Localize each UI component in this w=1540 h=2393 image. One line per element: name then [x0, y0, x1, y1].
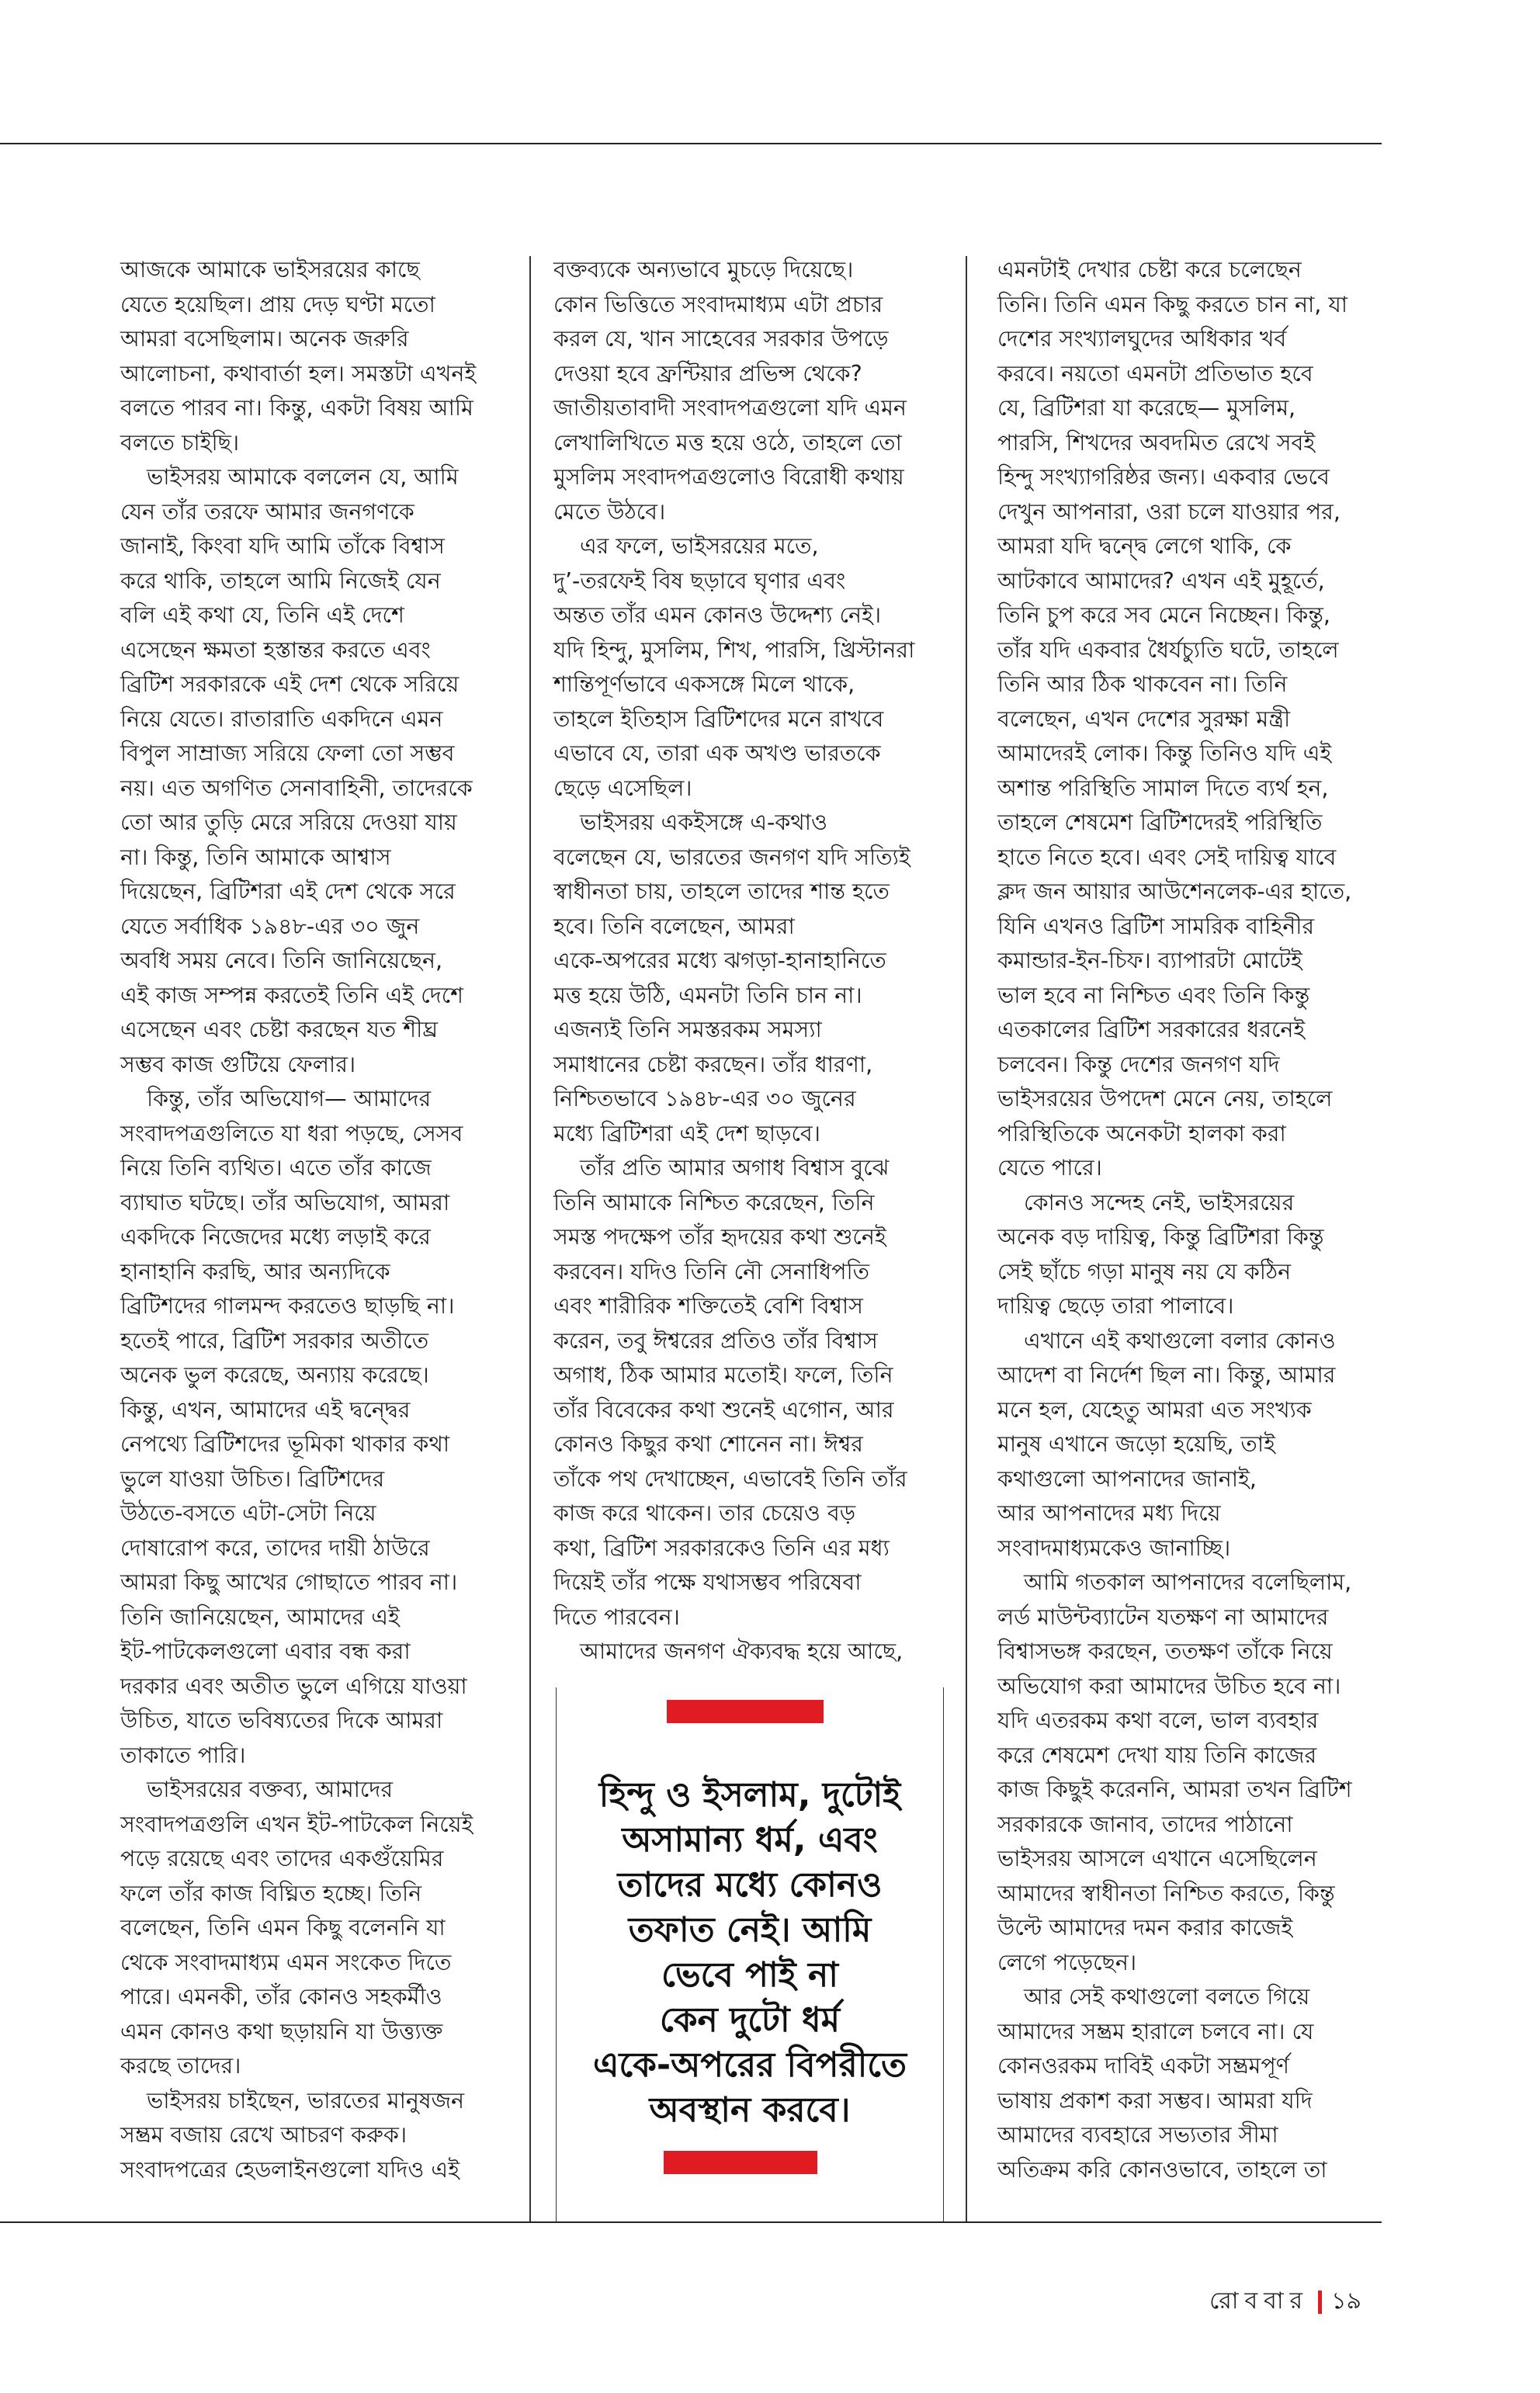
text-line: নিয়ে যেতে। রাতারাতি একদিনে এমন [120, 706, 443, 732]
text-line: সমস্ত পদক্ষেপ তাঁর হৃদয়ের কথা শুনেই [553, 1224, 886, 1250]
text-line: তো আর তুড়ি মেরে সরিয়ে দেওয়া যায় [120, 810, 457, 835]
text-line: তাঁর বিবেকের কথা শুনেই এগোন, আর [553, 1396, 894, 1423]
text-line: মেতে উঠবে। [553, 498, 666, 525]
text-line: ভাইসরয়ের বক্তব্য, আমাদের [147, 1777, 394, 1802]
text-line: দায়িত্ব ছেড়ে তারা পালাবে। [997, 1293, 1234, 1319]
text-line: বলেছেন, তিনি এমন কিছু বলেননি যা [120, 1915, 446, 1940]
pull-quote-line: তফাত নেই। আমি [628, 1910, 872, 1950]
text-line: এজন্যই তিনি সমস্তরকম সমস্যা [553, 1017, 822, 1042]
text-line: আমরা যদি দ্বন্দ্বে লেগে থাকি, কে [997, 533, 1292, 559]
text-line: অতিক্রম করি কোনওভাবে, তাহলে তা [997, 2156, 1327, 2183]
text-line: আর সেই কথাগুলো বলতে গিয়ে [1024, 1984, 1310, 2010]
text-line: স্বাধীনতা চায়, তাহলে তাদের শান্ত হতে [553, 879, 890, 904]
text-line: আটকাবে আমাদের? এখন এই মুহূর্তে, [997, 567, 1325, 594]
text-line: কথা, ব্রিটিশ সরকারকেও তিনি এর মধ্য [553, 1535, 890, 1561]
text-line: অনেক ভুল করেছে, অন্যায় করেছে। [120, 1362, 429, 1388]
text-line: ভাইসরয় আসলে এখানে এসেছিলেন [997, 1846, 1317, 1871]
text-line: বলতে পারব না। কিন্তু, একটা বিষয় আমি [120, 395, 473, 421]
text-line: থেকে সংবাদমাধ্যম এমন সংকেত দিতে [120, 1949, 452, 1975]
text-line: শান্তিপূর্ণভাবে একসঙ্গে মিলে থাকে, [553, 671, 855, 697]
magazine-name: রোববার [1209, 2287, 1309, 2315]
text-line: আমাদেরই লোক। কিন্তু তিনিও যদি এই [997, 740, 1332, 766]
text-line: পারসি, শিখদের অবদমিত রেখে সবই [997, 429, 1316, 456]
text-line: যেতে পারে। [997, 1155, 1102, 1181]
text-line: হানাহানি করছি, আর অন্যদিকে [120, 1258, 390, 1285]
text-line: তিনি। তিনি এমন কিছু করতে চান না, যা [997, 291, 1348, 317]
text-line: চলবেন। কিন্তু দেশের জনগণ যদি [997, 1051, 1280, 1077]
text-line: কোনও কিছুর কথা শোনেন না। ঈশ্বর [553, 1431, 863, 1457]
text-line: ব্রিটিশ সরকারকে এই দেশ থেকে সরিয়ে [120, 671, 460, 697]
text-line: ভাল হবে না নিশ্চিত এবং তিনি কিন্তু [997, 982, 1310, 1008]
text-line: মত্ত হয়ে উঠি, এমনটা তিনি চান না। [553, 982, 862, 1008]
text-line: ব্যাঘাত ঘটছে। তাঁর অভিযোগ, আমরা [120, 1189, 450, 1216]
text-line: যিনি এখনও ব্রিটিশ সামরিক বাহিনীর [997, 913, 1315, 939]
text-line: আজকে আমাকে ভাইসরয়ের কাছে [120, 257, 420, 283]
text-line: পারে। এমনকী, তাঁর কোনও সহকর্মীও [120, 1984, 442, 2010]
page-footer [1209, 2282, 1361, 2322]
text-line: আর আপনাদের মধ্য দিয়ে [997, 1500, 1221, 1526]
pull-quote-line: অবস্থান করবে। [649, 2090, 851, 2130]
text-line: কোন ভিত্তিতে সংবাদমাধ্যম এটা প্রচার [553, 291, 883, 317]
text-line: তাকাতে পারি। [120, 1742, 246, 1768]
text-line: অগাধ, ঠিক আমার মতোই। ফলে, তিনি [553, 1362, 893, 1388]
text-line: সমাধানের চেষ্টা করছেন। তাঁর ধারণা, [553, 1051, 873, 1077]
text-line: অন্তত তাঁর এমন কোনও উদ্দেশ্য নেই। [553, 602, 882, 628]
text-line: ভুলে যাওয়া উচিত। ব্রিটিশদের [120, 1465, 385, 1492]
text-line: কিন্তু, এখন, আমাদের এই দ্বন্দ্বের [120, 1396, 411, 1423]
text-line: যেতে সর্বাধিক ১৯৪৮-এর ৩০ জুন [120, 913, 420, 939]
text-line: দেখুন আপনারা, ওরা চলে যাওয়ার পর, [997, 498, 1341, 525]
pull-quote-line: ভেবে পাই না [661, 1955, 838, 1995]
text-line: লর্ড মাউন্টব্যাটেন যতক্ষণ না আমাদের [997, 1604, 1329, 1630]
text-line: দু’-তরফেই বিষ ছড়াবে ঘৃণার এবং [553, 567, 846, 594]
text-line: লেগে পড়েছেন। [997, 1949, 1137, 1975]
text-line: পরিস্থিতিকে অনেকটা হালকা করা [997, 1120, 1286, 1146]
text-line: মুসলিম সংবাদপত্রগুলোও বিরোধী কথায় [553, 464, 904, 490]
text-line: কোনও সন্দেহ নেই, ভাইসরয়ের [1024, 1189, 1295, 1216]
footer-separator [1318, 2291, 1322, 2314]
text-line: হিন্দু সংখ্যাগরিষ্ঠর জন্য। একবার ভেবে [997, 464, 1330, 490]
text-line: তিনি আমাকে নিশ্চিত করেছেন, তিনি [553, 1189, 875, 1216]
text-line: দেশের সংখ্যালঘুদের অধিকার খর্ব [997, 326, 1287, 352]
text-line: কমান্ডার-ইন-চিফ। ব্যাপারটা মোটেই [997, 948, 1302, 973]
text-line: এমন কোনও কথা ছড়ায়নি যা উত্ত্যক্ত [120, 2018, 443, 2044]
text-line: কাজ কিছুই করেননি, আমরা তখন ব্রিটিশ [997, 1777, 1352, 1802]
text-line: সম্ভ্রম বজায় রেখে আচরণ করুক। [120, 2122, 408, 2148]
text-line: কথাগুলো আপনাদের জানাই, [997, 1465, 1257, 1492]
text-line: কাজ করে থাকেন। তার চেয়েও বড় [553, 1500, 856, 1526]
text-line: করছে তাদের। [120, 2053, 241, 2079]
text-line: বলতে চাইছি। [120, 429, 240, 456]
text-line: অনেক বড় দায়িত্ব, কিন্তু ব্রিটিশরা কিন্তু [997, 1224, 1324, 1250]
pull-quote-line: অসামান্য ধর্ম, এবং [622, 1820, 878, 1860]
text-line: বলেছেন যে, ভারতের জনগণ যদি সত্যিই [553, 844, 910, 870]
text-line: বক্তব্যকে অন্যভাবে মুচড়ে দিয়েছে। [553, 257, 854, 283]
text-line: ছেড়ে এসেছিল। [553, 775, 692, 801]
text-line: করে শেষমেশ দেখা যায় তিনি কাজের [997, 1742, 1317, 1768]
text-line: নিশ্চিতভাবে ১৯৪৮-এর ৩০ জুনের [553, 1086, 856, 1112]
text-line: যেতে হয়েছিল। প্রায় দেড় ঘণ্টা মতো [120, 291, 435, 317]
text-line: তাঁকে পথ দেখাচ্ছেন, এভাবেই তিনি তাঁর [553, 1465, 907, 1492]
text-line: এই কাজ সম্পন্ন করতেই তিনি এই দেশে [120, 982, 464, 1008]
text-line: নেপথ্যে ব্রিটিশদের ভূমিকা থাকার কথা [120, 1431, 450, 1457]
text-line: দিতে পারবেন। [553, 1604, 680, 1630]
text-line: আমাদের ব্যবহারে সভ্যতার সীমা [997, 2122, 1278, 2148]
text-line: নিয়ে তিনি ব্যথিত। এতে তাঁর কাজে [120, 1155, 432, 1181]
text-line: বিপুল সাম্রাজ্য সরিয়ে ফেলা তো সম্ভব [120, 740, 455, 766]
text-line: সংবাদপত্রগুলি এখন ইট-পাটকেল নিয়েই [120, 1811, 473, 1837]
text-line: একে-অপরের মধ্যে ঝগড়া-হানাহানিতে [553, 948, 886, 973]
text-line: হতেই পারে, ব্রিটিশ সরকার অতীতে [120, 1327, 429, 1354]
text-line: বলি এই কথা যে, তিনি এই দেশে [120, 602, 404, 628]
text-line: করবে। নয়তো এমনটা প্রতিভাত হবে [997, 360, 1313, 387]
bottom-rule [0, 2221, 1382, 2223]
article-column-2 [553, 253, 945, 1670]
text-line: একদিকে নিজেদের মধ্যে লড়াই করে [120, 1224, 431, 1250]
text-line: আমি গতকাল আপনাদের বলেছিলাম, [1024, 1569, 1352, 1595]
text-line: করে থাকি, তাহলে আমি নিজেই যেন [120, 567, 441, 594]
text-line: সংবাদমাধ্যমকেও জানাচ্ছি। [997, 1535, 1231, 1561]
top-rule [0, 143, 1382, 144]
text-line: এখানে এই কথাগুলো বলার কোনও [1024, 1327, 1336, 1354]
text-line: মানুষ এখানে জড়ো হয়েছি, তাই [997, 1431, 1275, 1457]
text-line: করেন, তবু ঈশ্বরের প্রতিও তাঁর বিশ্বাস [553, 1327, 878, 1354]
text-line: দিয়েছেন, ব্রিটিশরা এই দেশ থেকে সরে [120, 879, 456, 904]
pull-quote-line: কেন দুটো ধর্ম [659, 2000, 841, 2040]
text-line: যদি হিন্দু, মুসলিম, শিখ, পারসি, খ্রিস্টানরা [553, 636, 915, 663]
pull-quote-line: তাদের মধ্যে কোনও [617, 1865, 883, 1905]
text-line: অভিযোগ করা আমাদের উচিত হবে না। [997, 1673, 1341, 1699]
column-divider [966, 256, 967, 2221]
text-line: তিনি চুপ করে সব মেনে নিচ্ছেন। কিন্তু, [997, 602, 1330, 628]
article-column-1 [120, 253, 516, 2187]
text-line: কোনওরকম দাবিই একটা সম্ভ্রমপূর্ণ [997, 2053, 1289, 2079]
text-line: কিন্তু, তাঁর অভিযোগ— আমাদের [147, 1086, 432, 1112]
text-line: ভাইসরয়ের উপদেশ মেনে নেয়, তাহলে [997, 1086, 1333, 1112]
text-line: হবে। তিনি বলেছেন, আমরা [553, 913, 795, 939]
column-divider [529, 256, 531, 2221]
text-line: আলোচনা, কথাবার্তা হল। সমস্তটা এখনই [120, 360, 477, 387]
text-line: জানাই, কিংবা যদি আমি তাঁকে বিশ্বাস [120, 533, 445, 559]
text-line: সংবাদপত্রগুলিতে যা ধরা পড়ছে, সেসব [120, 1120, 463, 1146]
text-line: সংবাদপত্রের হেডলাইনগুলো যদিও এই [120, 2156, 460, 2183]
text-line: এভাবে যে, তারা এক অখণ্ড ভারতকে [553, 740, 881, 766]
pull-quote-line: একে-অপরের বিপরীতে [592, 2045, 907, 2085]
text-line: ব্রিটিশদের গালমন্দ করতেও ছাড়ছি না। [120, 1293, 455, 1319]
text-line: দরকার এবং অতীত ভুলে এগিয়ে যাওয়া [120, 1673, 467, 1699]
text-line: তাহলে ইতিহাস ব্রিটিশদের মনে রাখবে [553, 706, 884, 732]
text-line: আমাদের স্বাধীনতা নিশ্চিত করতে, কিন্তু [997, 1880, 1335, 1906]
text-line: ইট-পাটকেলগুলো এবার বন্ধ করা [120, 1639, 411, 1664]
page-number: ১৯ [1331, 2287, 1361, 2315]
text-line: সম্ভব কাজ গুটিয়ে ফেলার। [120, 1051, 356, 1077]
text-line: এসেছেন ক্ষমতা হস্তান্তর করতে এবং [120, 636, 431, 663]
text-line: উচিত, যাতে ভবিষ্যতের দিকে আমরা [120, 1708, 443, 1733]
article-column-3 [997, 253, 1382, 2187]
text-line: না। কিন্তু, তিনি আমাকে আশ্বাস [120, 844, 391, 870]
text-line: আমাদের সম্ভ্রম হারালে চলবে না। যে [997, 2018, 1314, 2044]
text-line: নয়। এত অগণিত সেনাবাহিনী, তাদেরকে [120, 775, 473, 801]
text-line: জাতীয়তাবাদী সংবাদপত্রগুলো যদি এমন [553, 395, 907, 421]
text-line: তাঁর যদি একবার ধৈর্যচ্যুতি ঘটে, তাহলে [997, 636, 1339, 663]
text-line: আমরা কিছু আখের গোছাতে পারব না। [120, 1569, 458, 1595]
text-line: এর ফলে, ভাইসরয়ের মতে, [580, 533, 819, 559]
text-line: উঠতে-বসতে এটা-সেটা নিয়ে [120, 1500, 376, 1526]
text-line: আদেশ বা নির্দেশ ছিল না। কিন্তু, আমার [997, 1362, 1336, 1388]
text-line: করবেন। যদিও তিনি নৌ সেনাধিপতি [553, 1258, 869, 1285]
text-line: মধ্যে ব্রিটিশরা এই দেশ ছাড়বে। [553, 1120, 820, 1146]
text-line: সরকারকে জানাব, তাদের পাঠানো [997, 1811, 1293, 1837]
text-line: সেই ছাঁচে গড়া মানুষ নয় যে কঠিন [997, 1258, 1292, 1285]
pull-quote-box [556, 1687, 944, 2223]
text-line: উল্টে আমাদের দমন করার কাজেই [997, 1915, 1293, 1940]
text-line: এবং শারীরিক শক্তিতেই বেশি বিশ্বাস [553, 1293, 863, 1319]
pull-quote-top-accent [667, 1700, 824, 1723]
text-line: করল যে, খান সাহেবের সরকার উপড়ে [553, 326, 889, 352]
text-line: বলেছেন, এখন দেশের সুরক্ষা মন্ত্রী [997, 706, 1291, 732]
text-line: অবধি সময় নেবে। তিনি জানিয়েছেন, [120, 948, 443, 973]
text-line: হাতে নিতে হবে। এবং সেই দায়িত্ব যাবে [997, 844, 1337, 870]
text-line: এতকালের ব্রিটিশ সরকারের ধরনেই [997, 1017, 1306, 1042]
pull-quote-text [557, 1773, 943, 2133]
text-line: তাঁর প্রতি আমার অগাধ বিশ্বাস বুঝে [580, 1155, 890, 1181]
text-line: তিনি জানিয়েছেন, আমাদের এই [120, 1604, 400, 1630]
text-line: ভাইসরয় একইসঙ্গে এ-কথাও [580, 810, 827, 835]
text-line: দিয়েই তাঁর পক্ষে যথাসম্ভব পরিষেবা [553, 1569, 862, 1595]
text-line: আমাদের জনগণ ঐক্যবদ্ধ হয়ে আছে, [580, 1639, 904, 1664]
text-line: অশান্ত পরিস্থিতি সামাল দিতে ব্যর্থ হন, [997, 775, 1329, 801]
text-line: ভাইসরয় আমাকে বললেন যে, আমি [147, 464, 459, 490]
text-line: ভাইসরয় চাইছেন, ভারতের মানুষজন [147, 2087, 465, 2114]
text-line: দোষারোপ করে, তাদের দায়ী ঠাউরে [120, 1535, 430, 1561]
text-line: এসেছেন এবং চেষ্টা করছেন যত শীঘ্র [120, 1017, 439, 1042]
text-line: লেখালিখিতে মত্ত হয়ে ওঠে, তাহলে তো [553, 429, 902, 456]
text-line: ক্লদ জন আয়ার আউশেনলেক-এর হাতে, [997, 879, 1352, 904]
text-line: যদি এতরকম কথা বলে, ভাল ব্যবহার [997, 1708, 1319, 1733]
text-line: তিনি আর ঠিক থাকবেন না। তিনি [997, 671, 1288, 697]
text-line: যে, ব্রিটিশরা যা করেছে— মুসলিম, [997, 395, 1296, 421]
text-line: যেন তাঁর তরফে আমার জনগণকে [120, 498, 414, 525]
text-line: দেওয়া হবে ফ্রন্টিয়ার প্রভিন্স থেকে? [553, 360, 862, 387]
text-line: ফলে তাঁর কাজ বিঘ্নিত হচ্ছে। তিনি [120, 1880, 422, 1906]
text-line: পড়ে রয়েছে এবং তাদের একগুঁয়েমির [120, 1846, 444, 1871]
pull-quote-line: হিন্দু ও ইসলাম, দুটোই [598, 1775, 901, 1815]
text-line: এমনটাই দেখার চেষ্টা করে চলেছেন [997, 257, 1302, 283]
text-line: ভাষায় প্রকাশ করা সম্ভব। আমরা যদি [997, 2087, 1313, 2114]
text-line: মনে হল, যেহেতু আমরা এত সংখ্যক [997, 1396, 1312, 1423]
pull-quote-bottom-accent [664, 2151, 817, 2174]
text-line: বিশ্বাসভঙ্গ করছেন, ততক্ষণ তাঁকে নিয়ে [997, 1639, 1333, 1664]
text-line: তাহলে শেষমেশ ব্রিটিশদেরই পরিস্থিতি [997, 810, 1323, 835]
text-line: আমরা বসেছিলাম। অনেক জরুরি [120, 326, 409, 352]
